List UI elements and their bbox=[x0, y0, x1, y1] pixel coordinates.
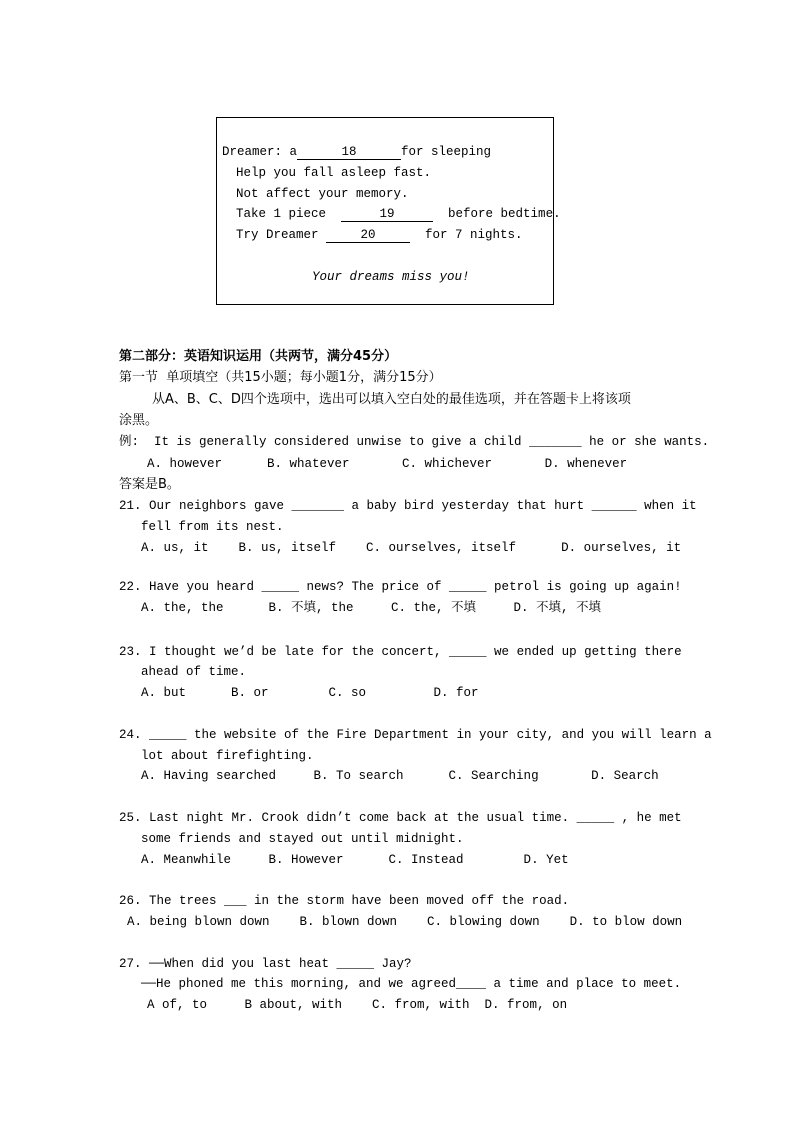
question-27-options: A of, to B about, with C. from, with D. from, on bbox=[147, 998, 568, 1012]
blank-19: 19 bbox=[341, 207, 433, 222]
question-27-stem: 27. ──When did you last heat _____ Jay? bbox=[119, 957, 412, 971]
ad-line-1-suffix: for sleeping bbox=[401, 145, 492, 159]
question-23-options: A. but B. or C. so D. for bbox=[141, 686, 479, 700]
ad-line-4-suffix: before bedtime. bbox=[448, 207, 561, 221]
question-23-stem: 23. I thought we’d be late for the concert, _____ we ended up getting there bbox=[119, 645, 682, 659]
question-26-stem: 26. The trees ___ in the storm have been moved off the road. bbox=[119, 894, 570, 908]
blank-20: 20 bbox=[326, 228, 410, 243]
part2-title: 第二部分：英语知识运用（共两节，满分45分） bbox=[119, 349, 398, 364]
question-25-stem-cont: some friends and stayed out until midnight. bbox=[141, 832, 464, 846]
question-22-options: A. the, the B. 不填, the C. the, 不填 D. 不填, 不填 bbox=[141, 601, 602, 615]
ad-line-5 bbox=[236, 227, 523, 243]
blank-18: 18 bbox=[297, 145, 401, 160]
instructions-line-2: 涂黑。 bbox=[119, 413, 159, 428]
ad-line-5-suffix: for 7 nights. bbox=[425, 228, 523, 242]
ad-slogan: Your dreams miss you! bbox=[312, 270, 470, 284]
question-21-stem-cont: fell from its nest. bbox=[141, 520, 284, 534]
ad-line-5-prefix: Try Dreamer bbox=[236, 228, 319, 242]
section-title: 第一节 单项填空（共15小题；每小题1分，满分15分） bbox=[119, 370, 442, 385]
example-options: A. however B. whatever C. whichever D. whenever bbox=[147, 457, 628, 471]
question-21-options: A. us, it B. us, itself C. ourselves, itself D. ourselves, it bbox=[141, 541, 682, 555]
question-24-stem-cont: lot about firefighting. bbox=[141, 749, 314, 763]
ad-line-2: Help you fall asleep fast. bbox=[236, 166, 432, 180]
instructions-line-1: 从A、B、C、D四个选项中，选出可以填入空白处的最佳选项，并在答题卡上将该项 bbox=[152, 392, 631, 407]
example-answer: 答案是B。 bbox=[119, 477, 180, 492]
ad-line-4-prefix: Take 1 piece bbox=[236, 207, 327, 221]
example-question: 例: It is generally considered unwise to give a child _______ he or she wants. bbox=[119, 435, 710, 449]
question-25-stem: 25. Last night Mr. Crook didn’t come back at the usual time. _____ , he met bbox=[119, 811, 682, 825]
ad-line-3: Not affect your memory. bbox=[236, 187, 409, 201]
question-22-stem: 22. Have you heard _____ news? The price of _____ petrol is going up again! bbox=[119, 580, 682, 594]
question-25-options: A. Meanwhile B. However C. Instead D. Yet bbox=[141, 853, 569, 867]
question-24-options: A. Having searched B. To search C. Searching D. Search bbox=[141, 769, 659, 783]
ad-line-1-prefix: Dreamer: a bbox=[222, 145, 298, 159]
question-24-stem: 24. _____ the website of the Fire Department in your city, and you will learn a bbox=[119, 728, 712, 742]
ad-line-4 bbox=[236, 206, 561, 222]
ad-line-1 bbox=[222, 144, 491, 160]
question-27-stem-cont: ──He phoned me this morning, and we agreed____ a time and place to meet. bbox=[141, 977, 682, 991]
question-26-options: A. being blown down B. blown down C. blowing down D. to blow down bbox=[127, 915, 683, 929]
question-23-stem-cont: ahead of time. bbox=[141, 665, 247, 679]
question-21-stem: 21. Our neighbors gave _______ a baby bird yesterday that hurt ______ when it bbox=[119, 499, 697, 513]
